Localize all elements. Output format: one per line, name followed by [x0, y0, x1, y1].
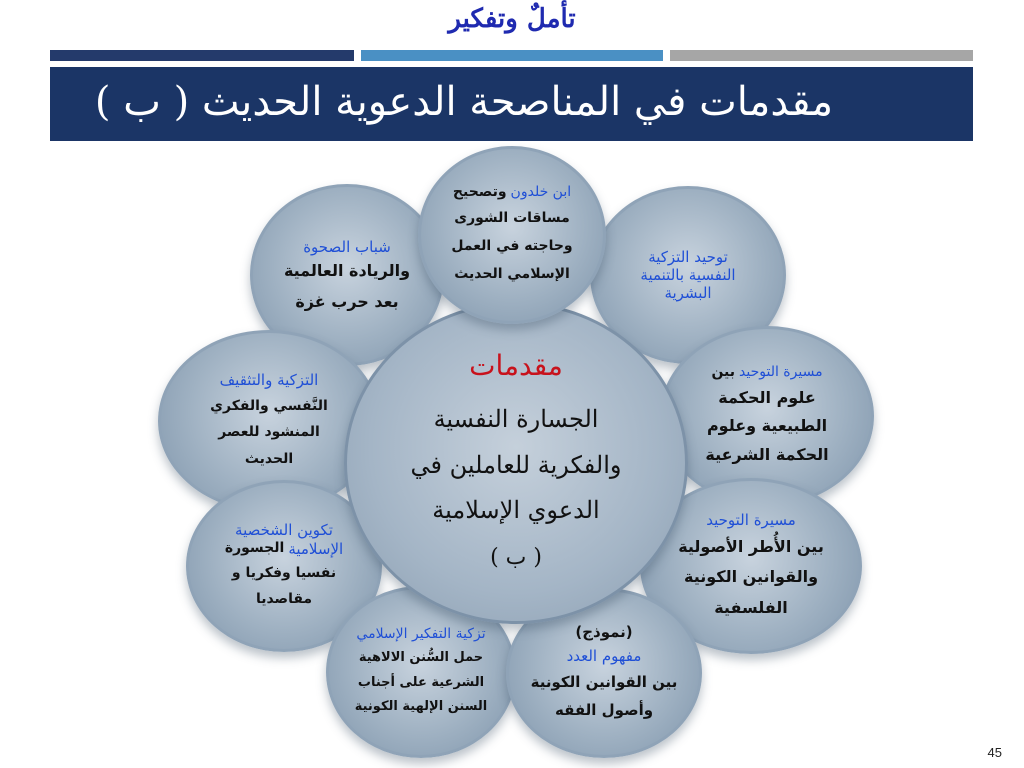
node-left-lower-heading-2: الإسلامية — [288, 540, 344, 559]
slide-subtitle: تأملٌ وتفكير — [448, 4, 576, 34]
node-right-lower-line-2: والقوانين الكونية — [683, 567, 819, 587]
node-top-right-line-2: النفسية بالتنمية — [640, 266, 736, 284]
node-left-upper-line-1: النَّفسي والفكري — [210, 397, 328, 414]
node-right-upper-heading: مسيرة التوحيد — [739, 363, 823, 380]
node-top-right-line-1: توحيد التزكية — [648, 248, 728, 266]
node-top-heading: ابن خلدون — [510, 184, 572, 201]
page-number: 45 — [987, 745, 1002, 760]
node-right-lower-heading: مسيرة التوحيد — [706, 510, 796, 529]
node-right-lower-line-1: بين الأُطر الأصولية — [678, 537, 824, 557]
node-top — [418, 146, 606, 324]
node-top-line-1: مساقات الشورى — [454, 209, 570, 226]
node-right-upper-line-2: الطبيعية وعلوم — [706, 416, 828, 436]
node-left-upper-heading: التزكية والتثقيف — [219, 371, 319, 390]
node-right-upper-line-3: الحكمة الشرعية — [705, 445, 829, 465]
node-top-left-heading: شباب الصحوة — [303, 237, 391, 256]
node-left-upper-line-2: المنشود للعصر — [218, 424, 320, 441]
node-left-lower-inline: الجسورة — [224, 540, 285, 557]
node-bottom-right-line-1: بين القوانين الكونية — [530, 672, 678, 691]
node-top-line-3: الإسلامي الحديث — [454, 265, 570, 282]
title-banner — [50, 67, 973, 141]
center-line-1: الجسارة النفسية — [433, 405, 599, 434]
node-top-inline: وتصحيح — [452, 184, 507, 201]
node-right-upper-inline: بين — [711, 363, 736, 380]
center-heading: مقدمات — [469, 348, 563, 382]
node-left-upper-line-3: الحديث — [244, 450, 294, 467]
node-bottom-right-tag: (نموذج) — [575, 623, 633, 642]
decor-bar-dark — [50, 50, 354, 61]
decor-bar-gray — [670, 50, 973, 61]
node-bottom-right-line-2: وأصول الفقه — [554, 701, 654, 720]
node-top-right-line-3: البشرية — [664, 284, 712, 302]
node-right-upper-line-1: علوم الحكمة — [718, 387, 816, 407]
center-node — [344, 302, 688, 624]
node-bottom-left-line-2: الشرعية على أجناب — [357, 674, 485, 690]
node-left-lower-line-2: مقاصديا — [255, 591, 313, 608]
node-right-upper-heading-row — [711, 362, 822, 384]
node-bottom-right-heading: مفهوم العدد — [566, 646, 642, 665]
center-line-3: الدعوي الإسلامية — [432, 496, 600, 525]
slide-title: مقدمات في المناصحة الدعوية الحديث ( ب ) — [94, 79, 833, 125]
center-line-2: والفكرية للعاملين في — [410, 450, 622, 479]
node-top-left-line-1: والريادة العالمية — [283, 260, 411, 280]
node-right-lower-line-3: الفلسفية — [714, 597, 788, 617]
node-top-line-2: وحاجته في العمل — [451, 237, 573, 254]
decor-bar-blue — [361, 50, 663, 61]
node-top-left-line-2: بعد حرب غزة — [295, 291, 399, 311]
node-bottom-left-line-1: حمل السُّنن الالاهية — [358, 649, 484, 665]
node-top-heading-row — [453, 182, 571, 204]
node-left-lower-heading-1: تكوين الشخصية — [235, 521, 333, 540]
node-bottom-left-line-3: السنن الإلهية الكونية — [354, 699, 488, 715]
node-left-lower-line-1: نفسيا وفكريا و — [231, 564, 337, 581]
node-left-lower-heading-row — [225, 540, 343, 559]
center-line-4: ( ب ) — [490, 544, 542, 570]
node-bottom-left-heading: تزكية التفكير الإسلامي — [356, 626, 486, 643]
